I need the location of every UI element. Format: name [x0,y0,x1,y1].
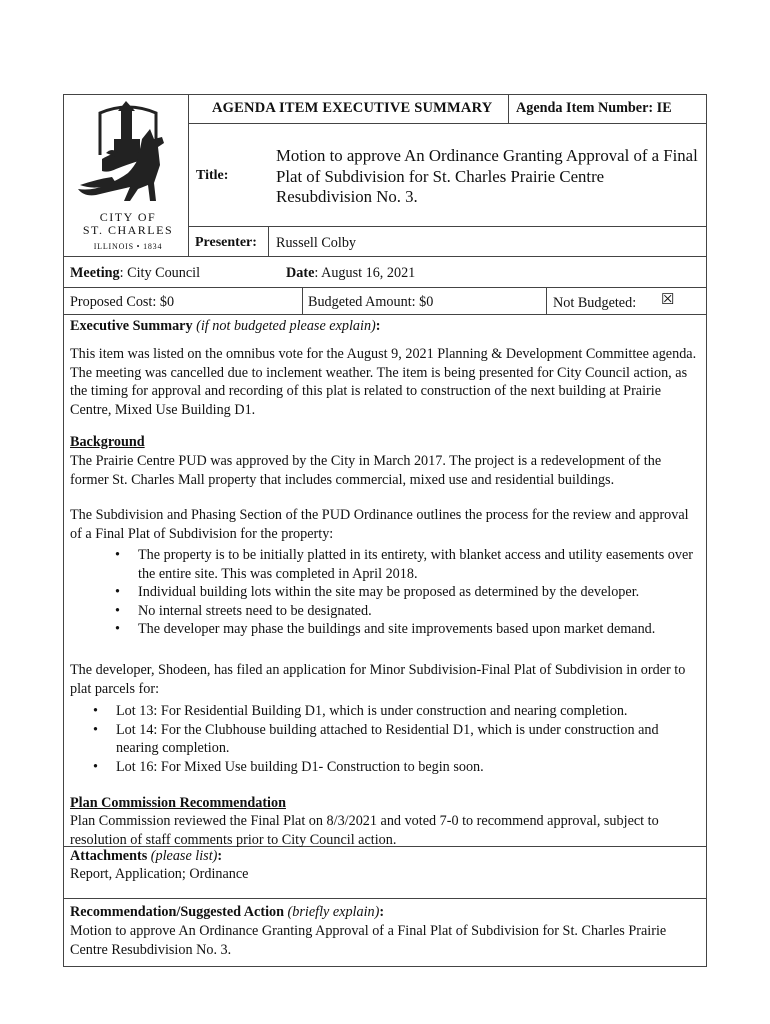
logo-line-2: ST. CHARLES [82,223,174,237]
title-text: Motion to approve An Ordinance Granting Approval of a Final Plat of Subdivision for St. Charles Prairie Centre Resubdivision No. 3. [276,146,698,206]
bullet-icon: • [93,721,98,738]
summary-intro: This item was listed on the omnibus vote for the August 9, 2021 Planning & Development Committee agenda. The meeting was cancelled due to inclement weather. The item is being presented for City Council action, as the timing for approval and recording of this plat is related to construction of the next building at Prairie Centre, Mixed Use Building D1. [70,346,697,418]
logo-line-1: CITY OF [99,210,157,224]
background-heading: Background [70,434,145,450]
list-item [93,758,701,777]
cost-rule-top [63,287,707,288]
presenter-divider [268,226,269,256]
phasing-text: The Subdivision and Phasing Section of the PUD Ordinance outlines the process for the review and approval of a Final Plat of Subdivision for the property: [70,507,689,542]
attachments-rule [63,898,707,899]
bullet-icon: • [115,584,120,601]
lot-item-2: Lot 14: For the Clubhouse building attached to Residential D1, which is under construction and nearing completion. [116,721,659,757]
bullet-icon: • [115,547,120,563]
executive-summary-heading [70,318,381,335]
phasing-item-4: The developer may phase the buildings and site improvements based upon market demand. [138,621,656,638]
city-logo [72,99,184,253]
phasing-item-2: Individual building lots within the site may be proposed as determined by the developer. [138,584,640,601]
recommendation-heading-text: Recommendation/Suggested Action [70,904,284,920]
attachments-note: (please list) [150,848,218,864]
attachments-heading-text: Attachments [70,848,148,864]
phasing-list [115,546,694,639]
list-item [115,620,693,639]
bullet-icon: • [115,621,120,638]
attachments-colon: : [217,848,223,864]
budgeted-amount: Budgeted Amount: $0 [308,294,434,310]
list-item [115,546,694,583]
date-value: : August 16, 2021 [314,265,416,281]
bullet-icon: • [93,703,98,719]
attachments-text: Report, Application; Ordinance [70,866,249,882]
recommendation-heading [70,904,384,921]
recommendation-note: (briefly explain) [287,904,380,920]
cost-rule-bottom [63,314,707,315]
not-budgeted-label: Not Budgeted: [553,295,637,311]
frame-top [63,94,707,95]
bullet-icon: • [93,758,98,775]
recommendation-text: Motion to approve An Ordinance Granting Approval of a Final Plat of Subdivision for St. Charles Prairie Centre Resubdivision No. 3. [70,923,667,958]
title-rule [188,226,706,227]
plan-commission-text: Plan Commission reviewed the Final Plat on 8/3/2021 and voted 7-0 to recommend approval, subject to resolution of staff comments prior to City Council action. [70,813,659,848]
date-field [286,265,415,282]
meeting-value: : City Council [119,265,201,281]
title-label: Title: [196,168,229,183]
cost-divider-2 [546,287,547,314]
logo-line-3: ILLINOIS • 1834 [93,242,163,251]
attachments-heading [70,848,222,865]
phasing-item-3: No internal streets need to be designated. [138,602,372,619]
list-item [93,702,701,721]
frame-bottom [63,966,707,967]
plan-commission-heading: Plan Commission Recommendation [70,795,286,811]
frame-left [63,94,64,967]
presenter-label: Presenter: [195,235,257,250]
lots-list [93,702,701,776]
presenter-name: Russell Colby [276,235,357,251]
header-rule [188,123,706,124]
lot-item-3: Lot 16: For Mixed Use building D1- Construction to begin soon. [116,758,484,775]
fox-emblem-icon [72,99,184,211]
phasing-item-1: The property is to be initially platted in its entirety, with blanket access and utility easements over the entire site. This was completed in April 2018. [138,547,694,582]
summary-heading-text: Executive Summary [70,318,193,334]
list-item [93,721,701,758]
meeting-rule [63,256,707,257]
agenda-item-number: Agenda Item Number: IE [516,100,672,116]
recommendation-colon: : [379,904,385,920]
bullet-icon: • [115,602,120,619]
item-number-divider [508,94,509,123]
background-text: The Prairie Centre PUD was approved by the City in March 2017. The project is a redevelopment of the former St. Charles Mall property that includes commercial, mixed use and residential buildings. [70,453,662,488]
date-label: Date [286,265,315,281]
meeting-field [70,265,200,282]
cost-divider-1 [302,287,303,314]
page-title: AGENDA ITEM EXECUTIVE SUMMARY [212,100,493,116]
lot-item-1: Lot 13: For Residential Building D1, which is under construction and nearing completion. [116,703,628,719]
logo-divider [188,94,189,256]
meeting-label: Meeting [70,265,120,281]
developer-text: The developer, Shodeen, has filed an application for Minor Subdivision-Final Plat of Subdivision in order to plat parcels for: [70,662,686,697]
summary-heading-colon: : [375,318,381,334]
not-budgeted-checkbox[interactable]: ☒ [661,292,675,308]
proposed-cost: Proposed Cost: $0 [70,294,175,310]
frame-right [706,94,707,967]
list-item [115,583,693,602]
summary-heading-note: (if not budgeted please explain) [196,318,376,334]
list-item [115,602,693,621]
